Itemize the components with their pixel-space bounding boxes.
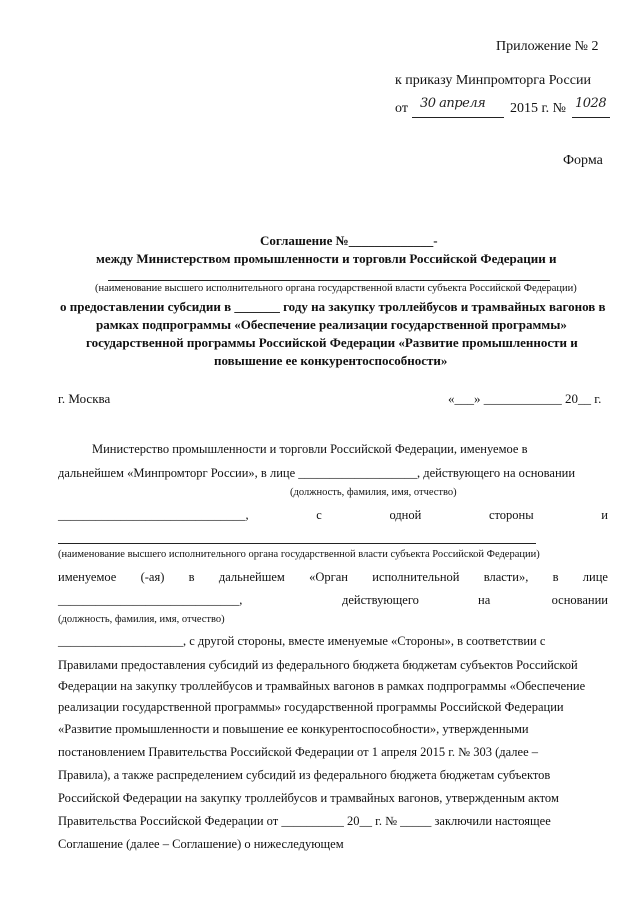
- date-year: 2015 г. №: [510, 101, 567, 116]
- body-para-line: реализации государственной программы» государственной программы Российской Федерации: [58, 700, 564, 714]
- agreement-number: Соглашение №_____________-: [260, 233, 438, 248]
- agreement-subject-2: рамках подпрограммы «Обеспечение реализации государственной программы»: [96, 317, 567, 332]
- number-underline: [572, 117, 610, 118]
- handwritten-date: 30 апреля: [420, 96, 486, 111]
- caption-position-1: (должность, фамилия, имя, отчество): [290, 487, 457, 498]
- body-word: ______________________________,: [58, 508, 249, 522]
- region-authority-line: [108, 280, 550, 281]
- body-line-1: Министерство промышленности и торговли Российской Федерации, именуемое в: [92, 442, 528, 456]
- body-line-4: [58, 568, 608, 586]
- body-para-line: «Развитие промышленности и повышение ее конкурентоспособности», утвержденными: [58, 722, 529, 736]
- body-word: дальнейшем: [218, 570, 285, 584]
- body-word: (-ая): [140, 570, 165, 584]
- form-label: Форма: [563, 153, 603, 168]
- body-para-line: постановлением Правительства Российской Федерации от 1 апреля 2015 г. № 303 (далее –: [58, 745, 538, 759]
- body-para-line: Правительства Российской Федерации от __________ 20__ г. № _____ заключили настоящее: [58, 814, 551, 828]
- body-word: на: [478, 593, 491, 607]
- agreement-subject-3: государственной программы Российской Федерации «Развитие промышленности и: [86, 335, 578, 350]
- body-word: с: [316, 508, 322, 522]
- body-word: одной: [389, 508, 422, 522]
- body-para-line: Российской Федерации на закупку троллейбусов и трамвайных вагонов, утвержденным актом: [58, 791, 559, 805]
- caption-position-2: (должность, фамилия, имя, отчество): [58, 614, 225, 625]
- body-para-line: ____________________, с другой стороны, вместе именуемые «Стороны», в соответствии с: [58, 634, 546, 648]
- body-line-2: дальнейшем «Минпромторг России», в лице ___________________, действующего на основании: [58, 466, 576, 480]
- body-para-line: Федерации на закупку троллейбусов и трамвайных вагонов в рамках подпрограммы «Обеспечение: [58, 679, 586, 693]
- body-word: действующего: [342, 593, 419, 607]
- agreement-parties: между Министерством промышленности и торговли Российской Федерации и: [96, 251, 557, 266]
- body-word: исполнительной: [372, 570, 460, 584]
- agreement-subject-4: повышение ее конкурентоспособности»: [214, 353, 448, 368]
- body-word: «Орган: [309, 570, 348, 584]
- body-para-line: Правилами предоставления субсидий из федерального бюджета бюджетам субъектов Российской: [58, 658, 578, 672]
- agreement-date: «___» ____________ 20__ г.: [448, 391, 602, 406]
- body-word: и: [601, 508, 608, 522]
- body-word: в: [188, 570, 195, 584]
- date-underline: [412, 117, 504, 118]
- agreement-subject-1: о предоставлении субсидии в _______ году на закупку троллейбусов и трамвайных вагонов в: [60, 299, 606, 314]
- body-para-line: Соглашение (далее – Соглашение) о нижеследующем: [58, 837, 344, 851]
- body-line-3: [58, 506, 608, 524]
- body-word: в: [552, 570, 559, 584]
- body-word: стороны: [488, 508, 534, 522]
- region-authority-line-2: [58, 543, 536, 544]
- body-word: именуемое: [58, 570, 117, 584]
- body-word: основании: [551, 593, 608, 607]
- date-prefix: от: [395, 101, 408, 116]
- city: г. Москва: [58, 391, 111, 406]
- body-word: лице: [582, 570, 608, 584]
- appendix-label: Приложение № 2: [496, 39, 599, 54]
- body-word: _____________________________,: [58, 593, 243, 607]
- handwritten-number: 1028: [575, 96, 607, 111]
- caption-region-authority: (наименование высшего исполнительного органа государственной власти субъекта Российской Федерации): [58, 549, 540, 560]
- body-word: власти»,: [483, 570, 529, 584]
- order-reference: к приказу Минпромторга России: [395, 73, 591, 88]
- region-authority-caption: (наименование высшего исполнительного органа государственной власти субъекта Российской Федерации): [95, 283, 577, 294]
- body-para-line: Правила), а также распределением субсидий из федерального бюджета бюджетам субъектов: [58, 768, 551, 782]
